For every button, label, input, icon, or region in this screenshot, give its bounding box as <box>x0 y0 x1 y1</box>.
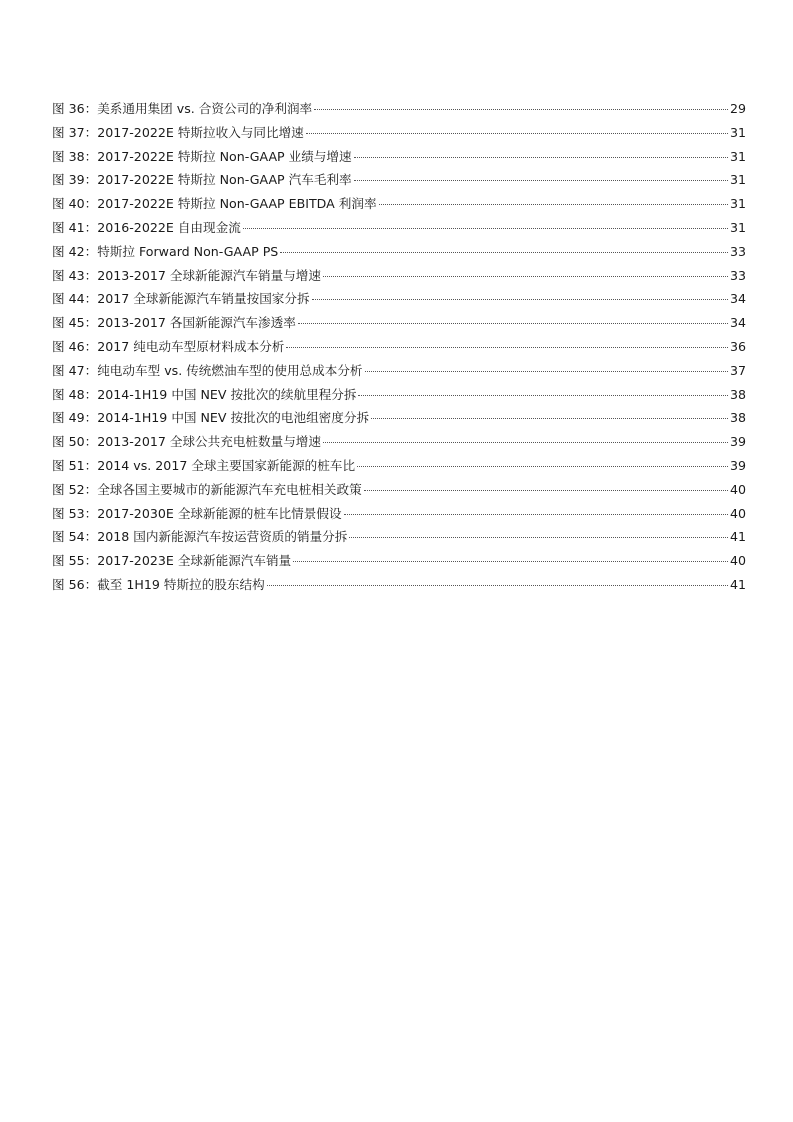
toc-entry-page-number: 39 <box>729 457 746 473</box>
dot-leader <box>354 180 728 181</box>
dot-leader <box>306 133 728 134</box>
toc-entry-page-number: 31 <box>729 219 746 235</box>
toc-entry-title: 图 51：2014 vs. 2017 全球主要国家新能源的桩车比 <box>52 457 356 473</box>
toc-entry-page-number: 31 <box>729 172 746 188</box>
dot-leader <box>364 490 728 491</box>
toc-entry-title: 图 50：2013-2017 全球公共充电桩数量与增速 <box>52 434 321 450</box>
toc-entry[interactable] <box>52 216 746 240</box>
toc-entry-page-number: 40 <box>729 553 746 569</box>
toc-entry-page-number: 40 <box>729 481 746 497</box>
toc-entry[interactable] <box>52 97 746 121</box>
dot-leader <box>323 442 728 443</box>
dot-leader <box>365 371 728 372</box>
toc-entry[interactable] <box>52 549 746 573</box>
toc-entry-title: 图 46：2017 纯电动车型原材料成本分析 <box>52 338 285 354</box>
toc-entry-title: 图 52：全球各国主要城市的新能源汽车充电桩相关政策 <box>52 481 362 497</box>
toc-entry-title: 图 47：纯电动车型 vs. 传统燃油车型的使用总成本分析 <box>52 362 363 378</box>
toc-entry-page-number: 31 <box>729 148 746 164</box>
dot-leader <box>357 466 728 467</box>
toc-entry-page-number: 33 <box>729 243 746 259</box>
toc-entry-title: 图 36：美系通用集团 vs. 合资公司的净利润率 <box>52 101 313 116</box>
dot-leader <box>312 299 728 300</box>
dot-leader <box>280 252 728 253</box>
dot-leader <box>323 276 728 277</box>
toc-entry-page-number: 36 <box>729 338 746 354</box>
toc-entry[interactable] <box>52 478 746 502</box>
dot-leader <box>267 585 728 586</box>
toc-entry-title: 图 44：2017 全球新能源汽车销量按国家分拆 <box>52 291 310 307</box>
toc-entry-title: 图 37：2017-2022E 特斯拉收入与同比增速 <box>52 124 304 140</box>
dot-leader <box>286 347 728 348</box>
toc-entry[interactable] <box>52 573 746 597</box>
dot-leader <box>314 109 728 110</box>
toc-entry-title: 图 42：特斯拉 Forward Non-GAAP PS <box>52 243 279 259</box>
toc-entry-page-number: 29 <box>729 101 746 116</box>
dot-leader <box>379 204 728 205</box>
toc-entry-page-number: 31 <box>729 196 746 212</box>
toc-entry[interactable] <box>52 264 746 288</box>
toc-entry-title: 图 54：2018 国内新能源汽车按运营资质的销量分拆 <box>52 529 348 545</box>
toc-entry-page-number: 34 <box>729 315 746 331</box>
dot-leader <box>293 561 728 562</box>
dot-leader <box>344 514 728 515</box>
toc-entry-title: 图 45：2013-2017 各国新能源汽车渗透率 <box>52 315 296 331</box>
toc-entry[interactable] <box>52 359 746 383</box>
toc-entry-page-number: 39 <box>729 434 746 450</box>
table-of-figures <box>52 97 746 597</box>
toc-entry[interactable] <box>52 406 746 430</box>
toc-entry-page-number: 38 <box>729 410 746 426</box>
dot-leader <box>298 323 728 324</box>
toc-entry-title: 图 41：2016-2022E 自由现金流 <box>52 219 241 235</box>
toc-entry-page-number: 40 <box>729 505 746 521</box>
dot-leader <box>371 418 728 419</box>
toc-entry[interactable] <box>52 121 746 145</box>
toc-entry[interactable] <box>52 454 746 478</box>
dot-leader <box>349 537 728 538</box>
toc-entry-page-number: 31 <box>729 124 746 140</box>
dot-leader <box>354 157 728 158</box>
toc-entry-page-number: 38 <box>729 386 746 402</box>
toc-entry[interactable] <box>52 240 746 264</box>
toc-entry-title: 图 40：2017-2022E 特斯拉 Non-GAAP EBITDA 利润率 <box>52 196 377 212</box>
toc-entry[interactable] <box>52 311 746 335</box>
toc-entry[interactable] <box>52 502 746 526</box>
toc-entry-title: 图 55：2017-2023E 全球新能源汽车销量 <box>52 553 292 569</box>
dot-leader <box>358 395 728 396</box>
toc-entry[interactable] <box>52 192 746 216</box>
toc-entry-title: 图 49：2014-1H19 中国 NEV 按批次的电池组密度分拆 <box>52 410 370 426</box>
toc-entry-title: 图 48：2014-1H19 中国 NEV 按批次的续航里程分拆 <box>52 386 357 402</box>
toc-entry-title: 图 43：2013-2017 全球新能源汽车销量与增速 <box>52 267 321 283</box>
toc-entry-title: 图 53：2017-2030E 全球新能源的桩车比情景假设 <box>52 505 342 521</box>
toc-entry-page-number: 34 <box>729 291 746 307</box>
toc-entry-title: 图 39：2017-2022E 特斯拉 Non-GAAP 汽车毛利率 <box>52 172 352 188</box>
toc-entry[interactable] <box>52 287 746 311</box>
toc-entry[interactable] <box>52 145 746 169</box>
toc-entry[interactable] <box>52 525 746 549</box>
toc-entry-title: 图 38：2017-2022E 特斯拉 Non-GAAP 业绩与增速 <box>52 148 352 164</box>
toc-entry-page-number: 33 <box>729 267 746 283</box>
toc-entry-page-number: 41 <box>729 529 746 545</box>
toc-entry-page-number: 37 <box>729 362 746 378</box>
dot-leader <box>243 228 728 229</box>
toc-entry[interactable] <box>52 168 746 192</box>
toc-entry-title: 图 56：截至 1H19 特斯拉的股东结构 <box>52 576 265 592</box>
toc-entry[interactable] <box>52 383 746 407</box>
toc-entry[interactable] <box>52 430 746 454</box>
toc-entry[interactable] <box>52 335 746 359</box>
toc-entry-page-number: 41 <box>729 576 746 592</box>
